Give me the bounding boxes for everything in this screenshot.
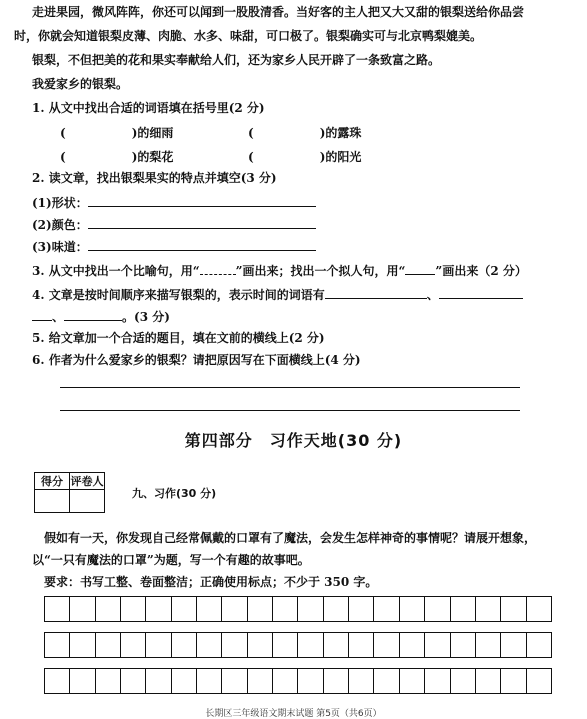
- writing-requirement: 要求：书写工整、卷面整洁；正确使用标点；不少于 350 字。: [44, 575, 378, 589]
- q1-item-2: ( )的露珠: [248, 126, 362, 140]
- writing-prompt-2: 以“一只有魔法的口罩”为题，写一个有趣的故事吧。: [32, 553, 310, 567]
- grid-row: [44, 596, 552, 622]
- grid-cell: [374, 669, 399, 693]
- grid-cell: [501, 597, 526, 621]
- q2-color: (2)颜色：: [32, 216, 316, 233]
- grid-cell: [96, 597, 121, 621]
- grid-cell: [425, 597, 450, 621]
- grid-cell: [400, 597, 425, 621]
- q2-shape: (1)形状：: [32, 194, 316, 211]
- grid-cell: [527, 597, 551, 621]
- grid-cell: [324, 633, 349, 657]
- section-title: 第四部分 习作天地(30 分): [184, 431, 403, 450]
- grid-cell: [172, 597, 197, 621]
- grid-cell: [476, 669, 501, 693]
- grid-cell: [527, 633, 551, 657]
- grid-cell: [146, 597, 171, 621]
- grid-cell: [96, 669, 121, 693]
- grid-cell: [298, 597, 323, 621]
- grid-cell: [45, 633, 70, 657]
- score-header: 得分: [35, 473, 70, 490]
- q1-item-1: ( )的细雨: [60, 126, 174, 140]
- q2-taste: (3)味道：: [32, 238, 316, 255]
- grid-cell: [273, 633, 298, 657]
- grid-cell: [501, 669, 526, 693]
- grid-cell: [248, 597, 273, 621]
- grid-cell: [273, 669, 298, 693]
- grid-cell: [45, 597, 70, 621]
- grid-cell: [527, 669, 551, 693]
- question-1-title: 1. 从文中找出合适的词语填在括号里(2 分): [32, 101, 265, 115]
- grid-cell: [172, 633, 197, 657]
- grid-cell: [298, 633, 323, 657]
- grid-cell: [248, 633, 273, 657]
- grid-cell: [197, 669, 222, 693]
- grid-cell: [70, 597, 95, 621]
- grid-cell: [400, 669, 425, 693]
- grid-cell: [451, 669, 476, 693]
- grid-cell: [400, 633, 425, 657]
- grid-cell: [349, 669, 374, 693]
- grader-header: 评卷人: [70, 473, 105, 490]
- question-3: 3. 从文中找出一个比喻句，用“ ”画出来；找出一个拟人句，用“ ”画出来（2 分）: [32, 264, 527, 278]
- question-6: 6. 作者为什么爱家乡的银梨？请把原因写在下面横线上(4 分): [32, 353, 361, 367]
- grid-cell: [222, 633, 247, 657]
- question-5: 5. 给文章加一个合适的题目，填在文前的横线上(2 分): [32, 331, 325, 345]
- grid-cell: [96, 633, 121, 657]
- grid-cell: [248, 669, 273, 693]
- grid-cell: [476, 633, 501, 657]
- grid-cell: [324, 597, 349, 621]
- writing-heading: 九、习作(30 分): [132, 487, 217, 500]
- grid-cell: [501, 633, 526, 657]
- grid-cell: [197, 633, 222, 657]
- passage-line-4: 我爱家乡的银梨。: [32, 77, 129, 91]
- grid-cell: [298, 669, 323, 693]
- grid-cell: [425, 669, 450, 693]
- grid-cell: [425, 633, 450, 657]
- grid-cell: [374, 597, 399, 621]
- question-2-title: 2. 读文章，找出银梨果实的特点并填空(3 分): [32, 171, 277, 185]
- grid-cell: [172, 669, 197, 693]
- grid-cell: [349, 633, 374, 657]
- q1-item-4: ( )的阳光: [248, 150, 362, 164]
- grid-cell: [324, 669, 349, 693]
- grid-cell: [451, 597, 476, 621]
- grid-cell: [273, 597, 298, 621]
- passage-line-2: 时，你就会知道银梨皮薄、肉脆、水多、味甜，可口极了。银梨确实可与北京鸭梨媲美。: [14, 29, 483, 43]
- writing-prompt-1: 假如有一天，你发现自己经常佩戴的口罩有了魔法，会发生怎样神奇的事情呢？请展开想象，: [44, 531, 537, 545]
- question-4: 4. 文章是按时间顺序来描写银梨的，表示时间的词语有 、: [32, 286, 523, 303]
- grid-cell: [476, 597, 501, 621]
- grid-cell: [45, 669, 70, 693]
- grid-cell: [121, 633, 146, 657]
- grader-cell: [70, 490, 105, 513]
- passage-line-1: 走进果园，微风阵阵，你还可以闻到一股股清香。当好客的主人把又大又甜的银梨送给你品尝: [32, 5, 525, 19]
- grid-row: [44, 668, 552, 694]
- grid-cell: [197, 597, 222, 621]
- answer-line-1: [60, 387, 520, 388]
- grid-row: [44, 632, 552, 658]
- score-cell: [35, 490, 70, 513]
- grid-cell: [222, 597, 247, 621]
- grid-cell: [70, 669, 95, 693]
- grid-cell: [70, 633, 95, 657]
- passage-line-3: 银梨，不但把美的花和果实奉献给人们，还为家乡人民开辟了一条致富之路。: [32, 53, 441, 67]
- grid-cell: [451, 633, 476, 657]
- question-4-continued: 、 。(3 分): [32, 308, 170, 325]
- grid-cell: [121, 669, 146, 693]
- grid-cell: [374, 633, 399, 657]
- grid-cell: [349, 597, 374, 621]
- grid-cell: [146, 633, 171, 657]
- page-footer: 长期区三年级语文期末试题 第5页（共6页）: [205, 709, 382, 719]
- answer-line-2: [60, 410, 520, 411]
- q1-item-3: ( )的梨花: [60, 150, 174, 164]
- grid-cell: [121, 597, 146, 621]
- grid-cell: [222, 669, 247, 693]
- writing-grid: [44, 596, 552, 706]
- grid-cell: [146, 669, 171, 693]
- score-box: [34, 472, 105, 513]
